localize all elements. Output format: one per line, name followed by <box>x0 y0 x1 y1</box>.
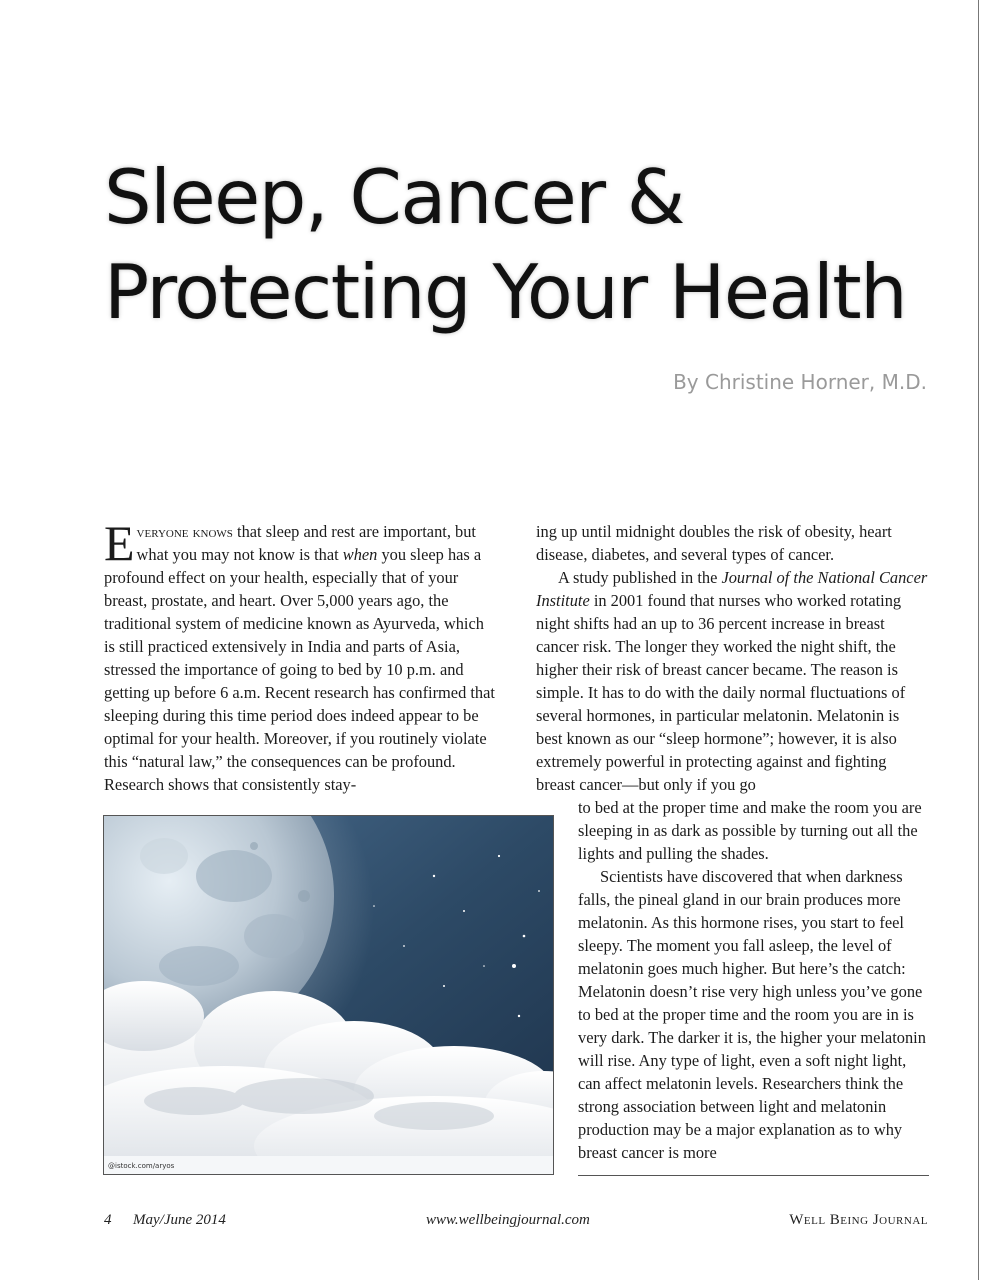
continuation-paragraph: ing up until midnight doubles the risk of obesity, heart disease, diabetes, and several types of cancer. <box>536 522 892 564</box>
moon-clouds-illustration <box>104 816 554 1175</box>
lead-in-smallcaps: veryone knows <box>136 522 233 541</box>
study-text-b: in 2001 found that nurses who worked rotating night shifts had an up to 36 percent increase in breast cancer risk. The longer they worked the night shift, the higher their risk of breast cancer became. The reason is simple. It has to do with the daily normal fluctuations of several hormones, in particular melatonin. Melatonin is best known as our “sleep hormone”; however, it is also extremely powerful in protecting against and fighting breast cancer—but only if you go <box>536 591 906 794</box>
issue-date: May/June 2014 <box>133 1212 226 1228</box>
study-paragraph <box>536 566 928 796</box>
photo-credit: @istock.com/aryos <box>108 1162 175 1170</box>
journal-name: Well Being Journal <box>789 1212 928 1228</box>
journal-url: www.wellbeingjournal.com <box>426 1212 590 1228</box>
body-column-right-bottom <box>578 796 928 1164</box>
intro-text-a: that sleep and rest are important, but what you may not know is that <box>136 522 476 564</box>
journal-citation: Journal of the National Cancer Institute <box>536 568 928 610</box>
body-column-left <box>104 515 496 796</box>
intro-text-b: you sleep has a profound effect on your health, especially that of your breast, prostate, and heart. Over 5,000 years ago, the traditional system of medicine known as Ayurveda, which is still practiced extensively in India and parts of Asia, stressed the importance of going to bed by 10 p.m. and getting up before 6 a.m. Recent research has confirmed that sleeping during this time period does indeed appear to be optimal for your health. Moreover, if you routinely violate this “natural law,” the consequences can be profound. Research shows that consistently stay- <box>104 545 495 794</box>
article-title <box>104 150 906 340</box>
moon-clouds-photo <box>103 815 554 1175</box>
scientists-paragraph: Scientists have discovered that when darkness falls, the pineal gland in our brain produces more melatonin. As this hormone rises, you start to feel sleepy. The moment you fall asleep, the level of melatonin goes much higher. But here’s the catch: Melatonin doesn’t rise very high unless you’ve gone to bed at the proper time and the room you are in is very dark. The darker it is, the higher your melatonin will rise. Any type of light, even a soft night light, can affect melatonin levels. Researchers think the strong association between light and melatonin production may be a major explanation as to why breast cancer is more <box>578 867 926 1162</box>
study-paragraph-continued: to bed at the proper time and make the room you are sleeping in as dark as possible by turning out all the lights and pulling the shades. <box>578 798 922 863</box>
drop-cap: E <box>104 515 135 571</box>
title-line-2: Protecting Your Health <box>104 248 907 336</box>
title-line-1: Sleep, Cancer & <box>104 153 684 241</box>
study-text-a: A study published in the <box>558 568 722 587</box>
byline: By Christine Horner, M.D. <box>673 370 927 394</box>
page-edge-rule <box>978 0 979 1280</box>
intro-emphasis: when <box>342 545 378 564</box>
page-number: 4 <box>104 1212 112 1228</box>
body-column-right-top <box>536 520 928 796</box>
intro-paragraph <box>104 515 496 796</box>
column-end-rule <box>578 1175 929 1176</box>
